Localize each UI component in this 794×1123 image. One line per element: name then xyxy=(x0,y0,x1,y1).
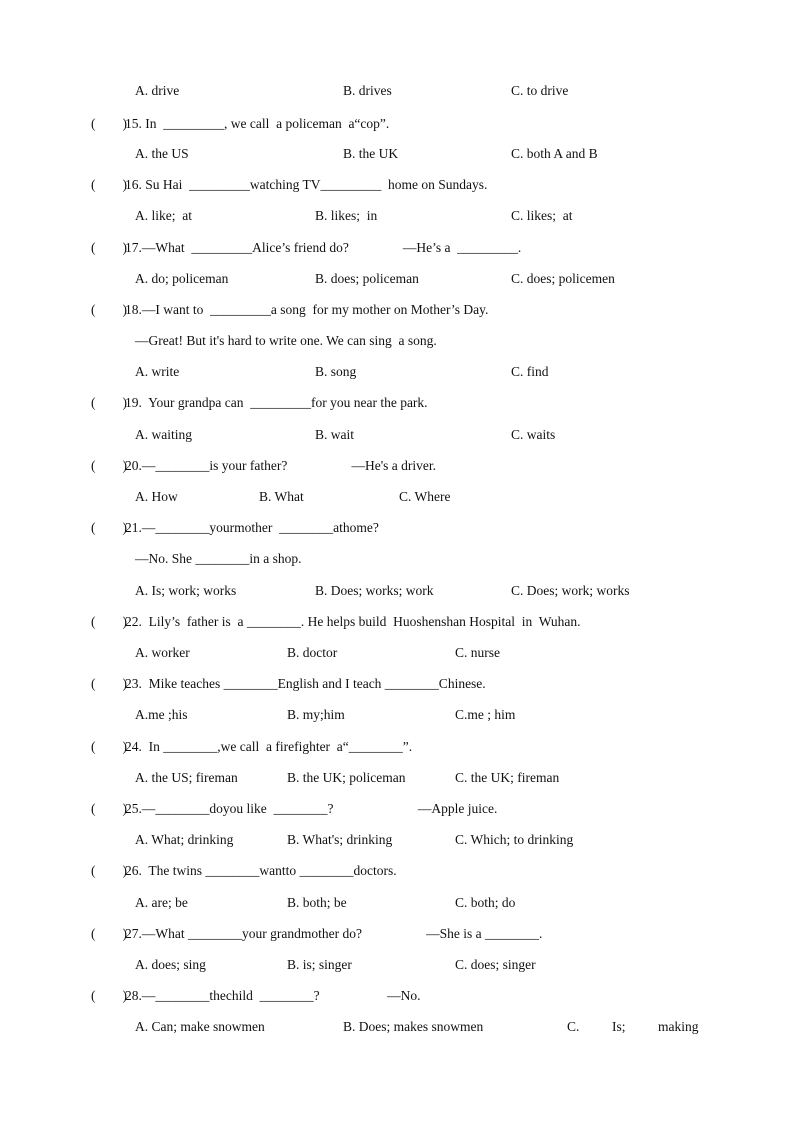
answer-option: B. doctor xyxy=(287,645,338,660)
answer-option: A. the US xyxy=(135,146,189,161)
question-text: 25.—________doyou like ________? —Apple juice. xyxy=(125,801,498,816)
dialogue-line: —Great! But it's hard to write one. We can sing a song. xyxy=(135,333,437,348)
question-text: 24. In ________,we call a firefighter a“________”. xyxy=(125,739,413,754)
answer-option: C. both A and B xyxy=(511,146,598,161)
answer-option: C. does; policemen xyxy=(511,271,615,286)
answer-option: B. likes; in xyxy=(315,208,378,223)
question-text: 26. The twins ________wantto ________doctors. xyxy=(125,863,397,878)
answer-option: A. Can; make snowmen xyxy=(135,1019,265,1034)
answer-option: C. the UK; fireman xyxy=(455,770,560,785)
question-text: 27.—What ________your grandmother do? —She is a ________. xyxy=(125,926,543,941)
answer-option: Is; xyxy=(612,1019,626,1034)
answer-option: A. What; drinking xyxy=(135,832,234,847)
answer-option: B. wait xyxy=(315,427,354,442)
answer-option: making xyxy=(658,1019,699,1034)
answer-option: C. likes; at xyxy=(511,208,573,223)
answer-option: B. both; be xyxy=(287,895,347,910)
answer-bracket[interactable]: ( ) xyxy=(91,676,127,691)
answer-option: B. Does; works; work xyxy=(315,583,434,598)
question-text: 19. Your grandpa can _________for you near the park. xyxy=(125,395,428,410)
answer-bracket[interactable]: ( ) xyxy=(91,863,127,878)
answer-option: C. Which; to drinking xyxy=(455,832,574,847)
answer-bracket[interactable]: ( ) xyxy=(91,116,127,131)
answer-bracket[interactable]: ( ) xyxy=(91,801,127,816)
question-text: 20.—________is your father? —He's a driver. xyxy=(125,458,437,473)
answer-option: B. drives xyxy=(343,83,392,98)
answer-option: A. the US; fireman xyxy=(135,770,238,785)
answer-option: A. Is; work; works xyxy=(135,583,237,598)
question-text: 17.—What _________Alice’s friend do? —He’s a _________. xyxy=(125,240,522,255)
question-text: 22. Lily’s father is a ________. He helps build Huoshenshan Hospital in Wuhan. xyxy=(125,614,581,629)
answer-bracket[interactable]: ( ) xyxy=(91,614,127,629)
answer-bracket[interactable]: ( ) xyxy=(91,177,127,192)
answer-option: B. does; policeman xyxy=(315,271,419,286)
answer-option: A. waiting xyxy=(135,427,192,442)
answer-option: A. do; policeman xyxy=(135,271,229,286)
answer-bracket[interactable]: ( ) xyxy=(91,240,127,255)
answer-option: C. xyxy=(567,1019,580,1034)
question-text: 18.—I want to _________a song for my mother on Mother’s Day. xyxy=(125,302,489,317)
answer-option: A. like; at xyxy=(135,208,192,223)
answer-bracket[interactable]: ( ) xyxy=(91,458,127,473)
answer-option: A. does; sing xyxy=(135,957,206,972)
question-text: 21.—________yourmother ________athome? xyxy=(125,520,379,535)
question-text: 28.—________thechild ________? —No. xyxy=(125,988,421,1003)
answer-option: C.me ; him xyxy=(455,707,516,722)
answer-option: B. the UK xyxy=(343,146,399,161)
question-text: 15. In _________, we call a policeman a“cop”. xyxy=(125,116,390,131)
answer-bracket[interactable]: ( ) xyxy=(91,739,127,754)
answer-option: B. is; singer xyxy=(287,957,352,972)
answer-option: C. Does; work; works xyxy=(511,583,630,598)
answer-option: C. does; singer xyxy=(455,957,536,972)
answer-option: B. the UK; policeman xyxy=(287,770,406,785)
answer-option: C. waits xyxy=(511,427,556,442)
answer-bracket[interactable]: ( ) xyxy=(91,395,127,410)
answer-option: A. worker xyxy=(135,645,190,660)
answer-option: A. write xyxy=(135,364,180,379)
question-text: 23. Mike teaches ________English and I teach ________Chinese. xyxy=(125,676,486,691)
answer-bracket[interactable]: ( ) xyxy=(91,302,127,317)
answer-bracket[interactable]: ( ) xyxy=(91,926,127,941)
answer-option: B. Does; makes snowmen xyxy=(343,1019,484,1034)
answer-option: B. song xyxy=(315,364,357,379)
answer-option: A. are; be xyxy=(135,895,188,910)
answer-bracket[interactable]: ( ) xyxy=(91,520,127,535)
answer-option: C. find xyxy=(511,364,549,379)
answer-option: C. to drive xyxy=(511,83,569,98)
answer-option: C. nurse xyxy=(455,645,500,660)
answer-bracket[interactable]: ( ) xyxy=(91,988,127,1003)
answer-option: A.me ;his xyxy=(135,707,188,722)
answer-option: A. How xyxy=(135,489,178,504)
dialogue-line: —No. She ________in a shop. xyxy=(135,551,302,566)
answer-option: A. drive xyxy=(135,83,180,98)
answer-option: B. What's; drinking xyxy=(287,832,393,847)
question-text: 16. Su Hai _________watching TV_________ home on Sundays. xyxy=(125,177,488,192)
answer-option: C. both; do xyxy=(455,895,516,910)
answer-option: C. Where xyxy=(399,489,451,504)
answer-option: B. my;him xyxy=(287,707,345,722)
answer-option: B. What xyxy=(259,489,304,504)
